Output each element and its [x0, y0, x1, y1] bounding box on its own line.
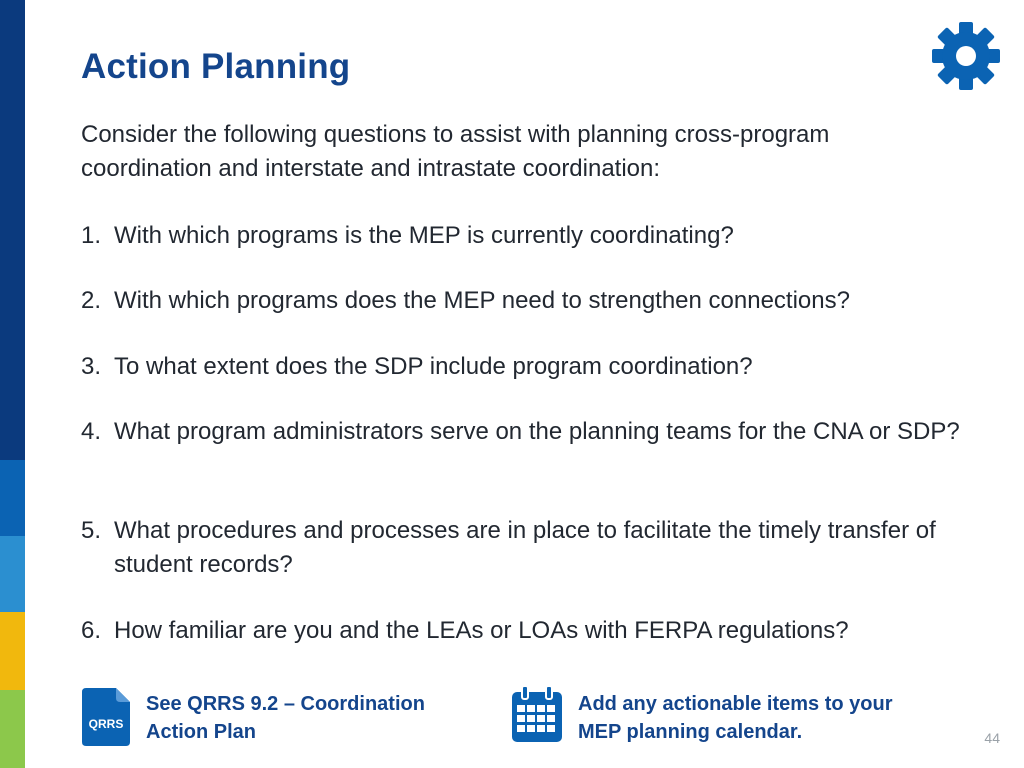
- question-item: [81, 219, 961, 253]
- question-number: 1.: [81, 222, 102, 249]
- qrrs-icon-label: QRRS: [88, 717, 124, 731]
- page-number: 44: [984, 730, 1000, 746]
- slide-title: Action Planning: [81, 47, 351, 86]
- calendar-note-text: Add any actionable items to your MEP planning calendar.: [578, 693, 893, 743]
- question-item: [81, 514, 961, 582]
- document-icon: [80, 686, 132, 748]
- side-color-strip: [0, 0, 25, 768]
- question-text: To what extent does the SDP include program coordination?: [114, 353, 753, 380]
- question-item: [81, 350, 961, 384]
- intro-paragraph: Consider the following questions to assist with planning cross-program coordination and interstate and intrastate coordination:: [81, 121, 830, 182]
- strip-segment-yellow: [0, 612, 25, 690]
- question-text: What program administrators serve on the planning teams for the CNA or SDP?: [114, 418, 960, 445]
- question-text: With which programs does the MEP need to strengthen connections?: [114, 287, 850, 314]
- question-text: What procedures and processes are in place to facilitate the timely transfer of student records?: [114, 517, 936, 578]
- question-number: 6.: [81, 617, 102, 644]
- qrrs-link-text[interactable]: See QRRS 9.2 – Coordination Action Plan: [146, 693, 425, 743]
- question-item: [81, 614, 961, 648]
- question-number: 2.: [81, 287, 102, 314]
- calendar-icon: [510, 686, 564, 744]
- strip-segment-light-blue: [0, 536, 25, 612]
- question-text: How familiar are you and the LEAs or LOAs with FERPA regulations?: [114, 617, 849, 644]
- qrrs-resource-link[interactable]: [80, 686, 456, 748]
- question-number: 4.: [81, 418, 102, 445]
- question-number: 3.: [81, 353, 102, 380]
- question-number: 5.: [81, 517, 102, 544]
- question-text: With which programs is the MEP is currently coordinating?: [114, 222, 734, 249]
- strip-segment-green: [0, 690, 25, 768]
- strip-segment-navy: [0, 0, 25, 460]
- question-item: [81, 284, 961, 318]
- gear-icon: [930, 20, 1002, 92]
- strip-segment-blue: [0, 460, 25, 536]
- calendar-note: [510, 686, 918, 746]
- question-item: [81, 415, 961, 449]
